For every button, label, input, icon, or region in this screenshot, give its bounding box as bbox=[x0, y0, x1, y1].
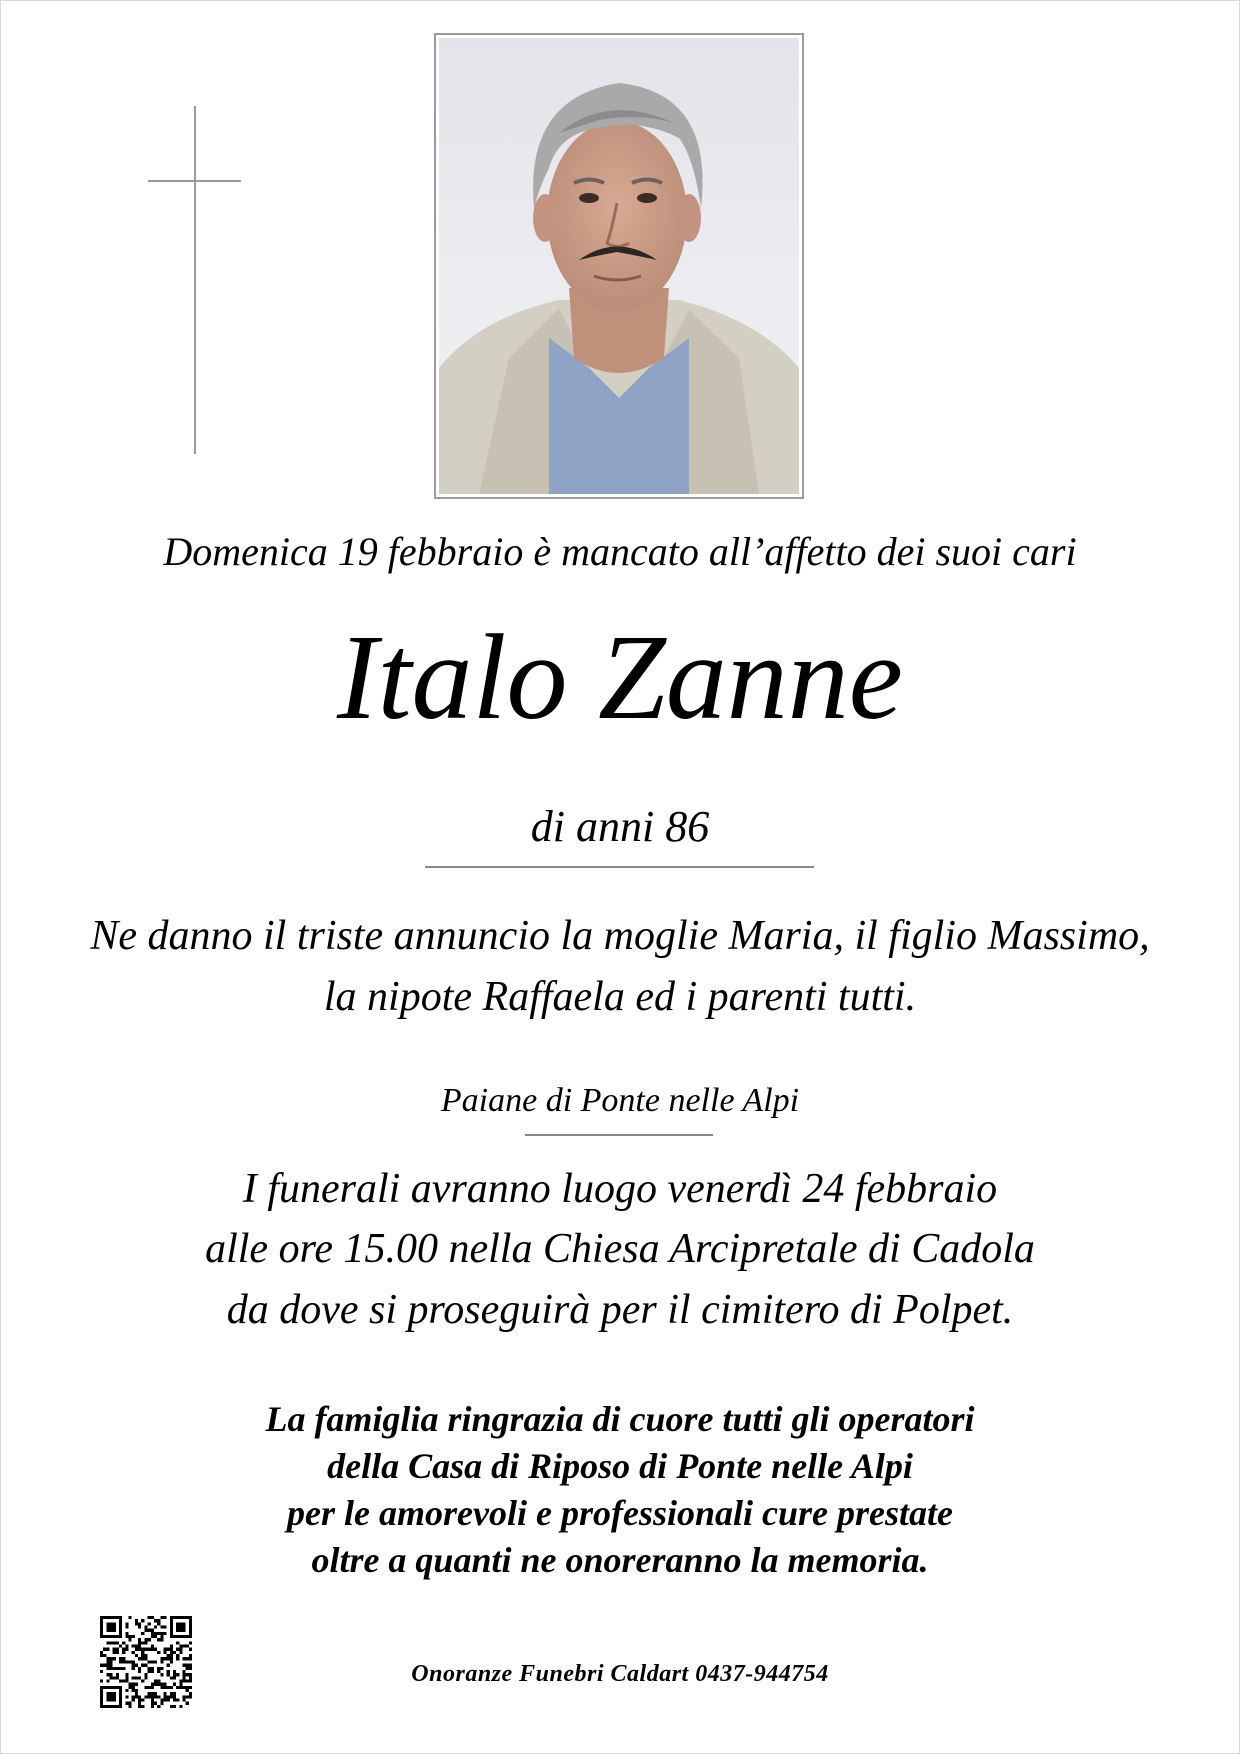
portrait-image bbox=[439, 38, 799, 494]
divider bbox=[425, 866, 814, 868]
announcement-line: la nipote Raffaela ed i parenti tutti. bbox=[323, 974, 917, 1020]
portrait-photo bbox=[434, 33, 804, 499]
age-text: di anni 86 bbox=[530, 802, 710, 851]
thanks-line: oltre a quanti ne onoreranno la memoria. bbox=[311, 1540, 929, 1580]
intro-text: Domenica 19 febbraio è mancato all’affetto dei suoi cari bbox=[163, 529, 1077, 574]
cross-vertical-bar bbox=[194, 106, 196, 454]
thanks-line: La famiglia ringrazia di cuore tutti gli operatori bbox=[265, 1399, 975, 1439]
deceased-name: Italo Zanne bbox=[337, 610, 903, 745]
funeral-line: da dove si proseguirà per il cimitero di Polpet. bbox=[226, 1287, 1014, 1333]
funeral-home-footer: Onoranze Funebri Caldart 0437-944754 bbox=[411, 1661, 829, 1687]
cross-horizontal-bar bbox=[148, 180, 241, 182]
funeral-line: I funerali avranno luogo venerdì 24 febbraio bbox=[242, 1166, 998, 1212]
place-text: Paiane di Ponte nelle Alpi bbox=[440, 1082, 800, 1119]
thanks-line: della Casa di Riposo di Ponte nelle Alpi bbox=[327, 1446, 913, 1486]
funeral-line: alle ore 15.00 nella Chiesa Arcipretale di Cadola bbox=[205, 1226, 1035, 1272]
divider bbox=[525, 1134, 713, 1136]
announcement-line: Ne danno il triste annuncio la moglie Maria, il figlio Massimo, bbox=[90, 913, 1150, 959]
thanks-line: per le amorevoli e professionali cure prestate bbox=[287, 1493, 953, 1533]
